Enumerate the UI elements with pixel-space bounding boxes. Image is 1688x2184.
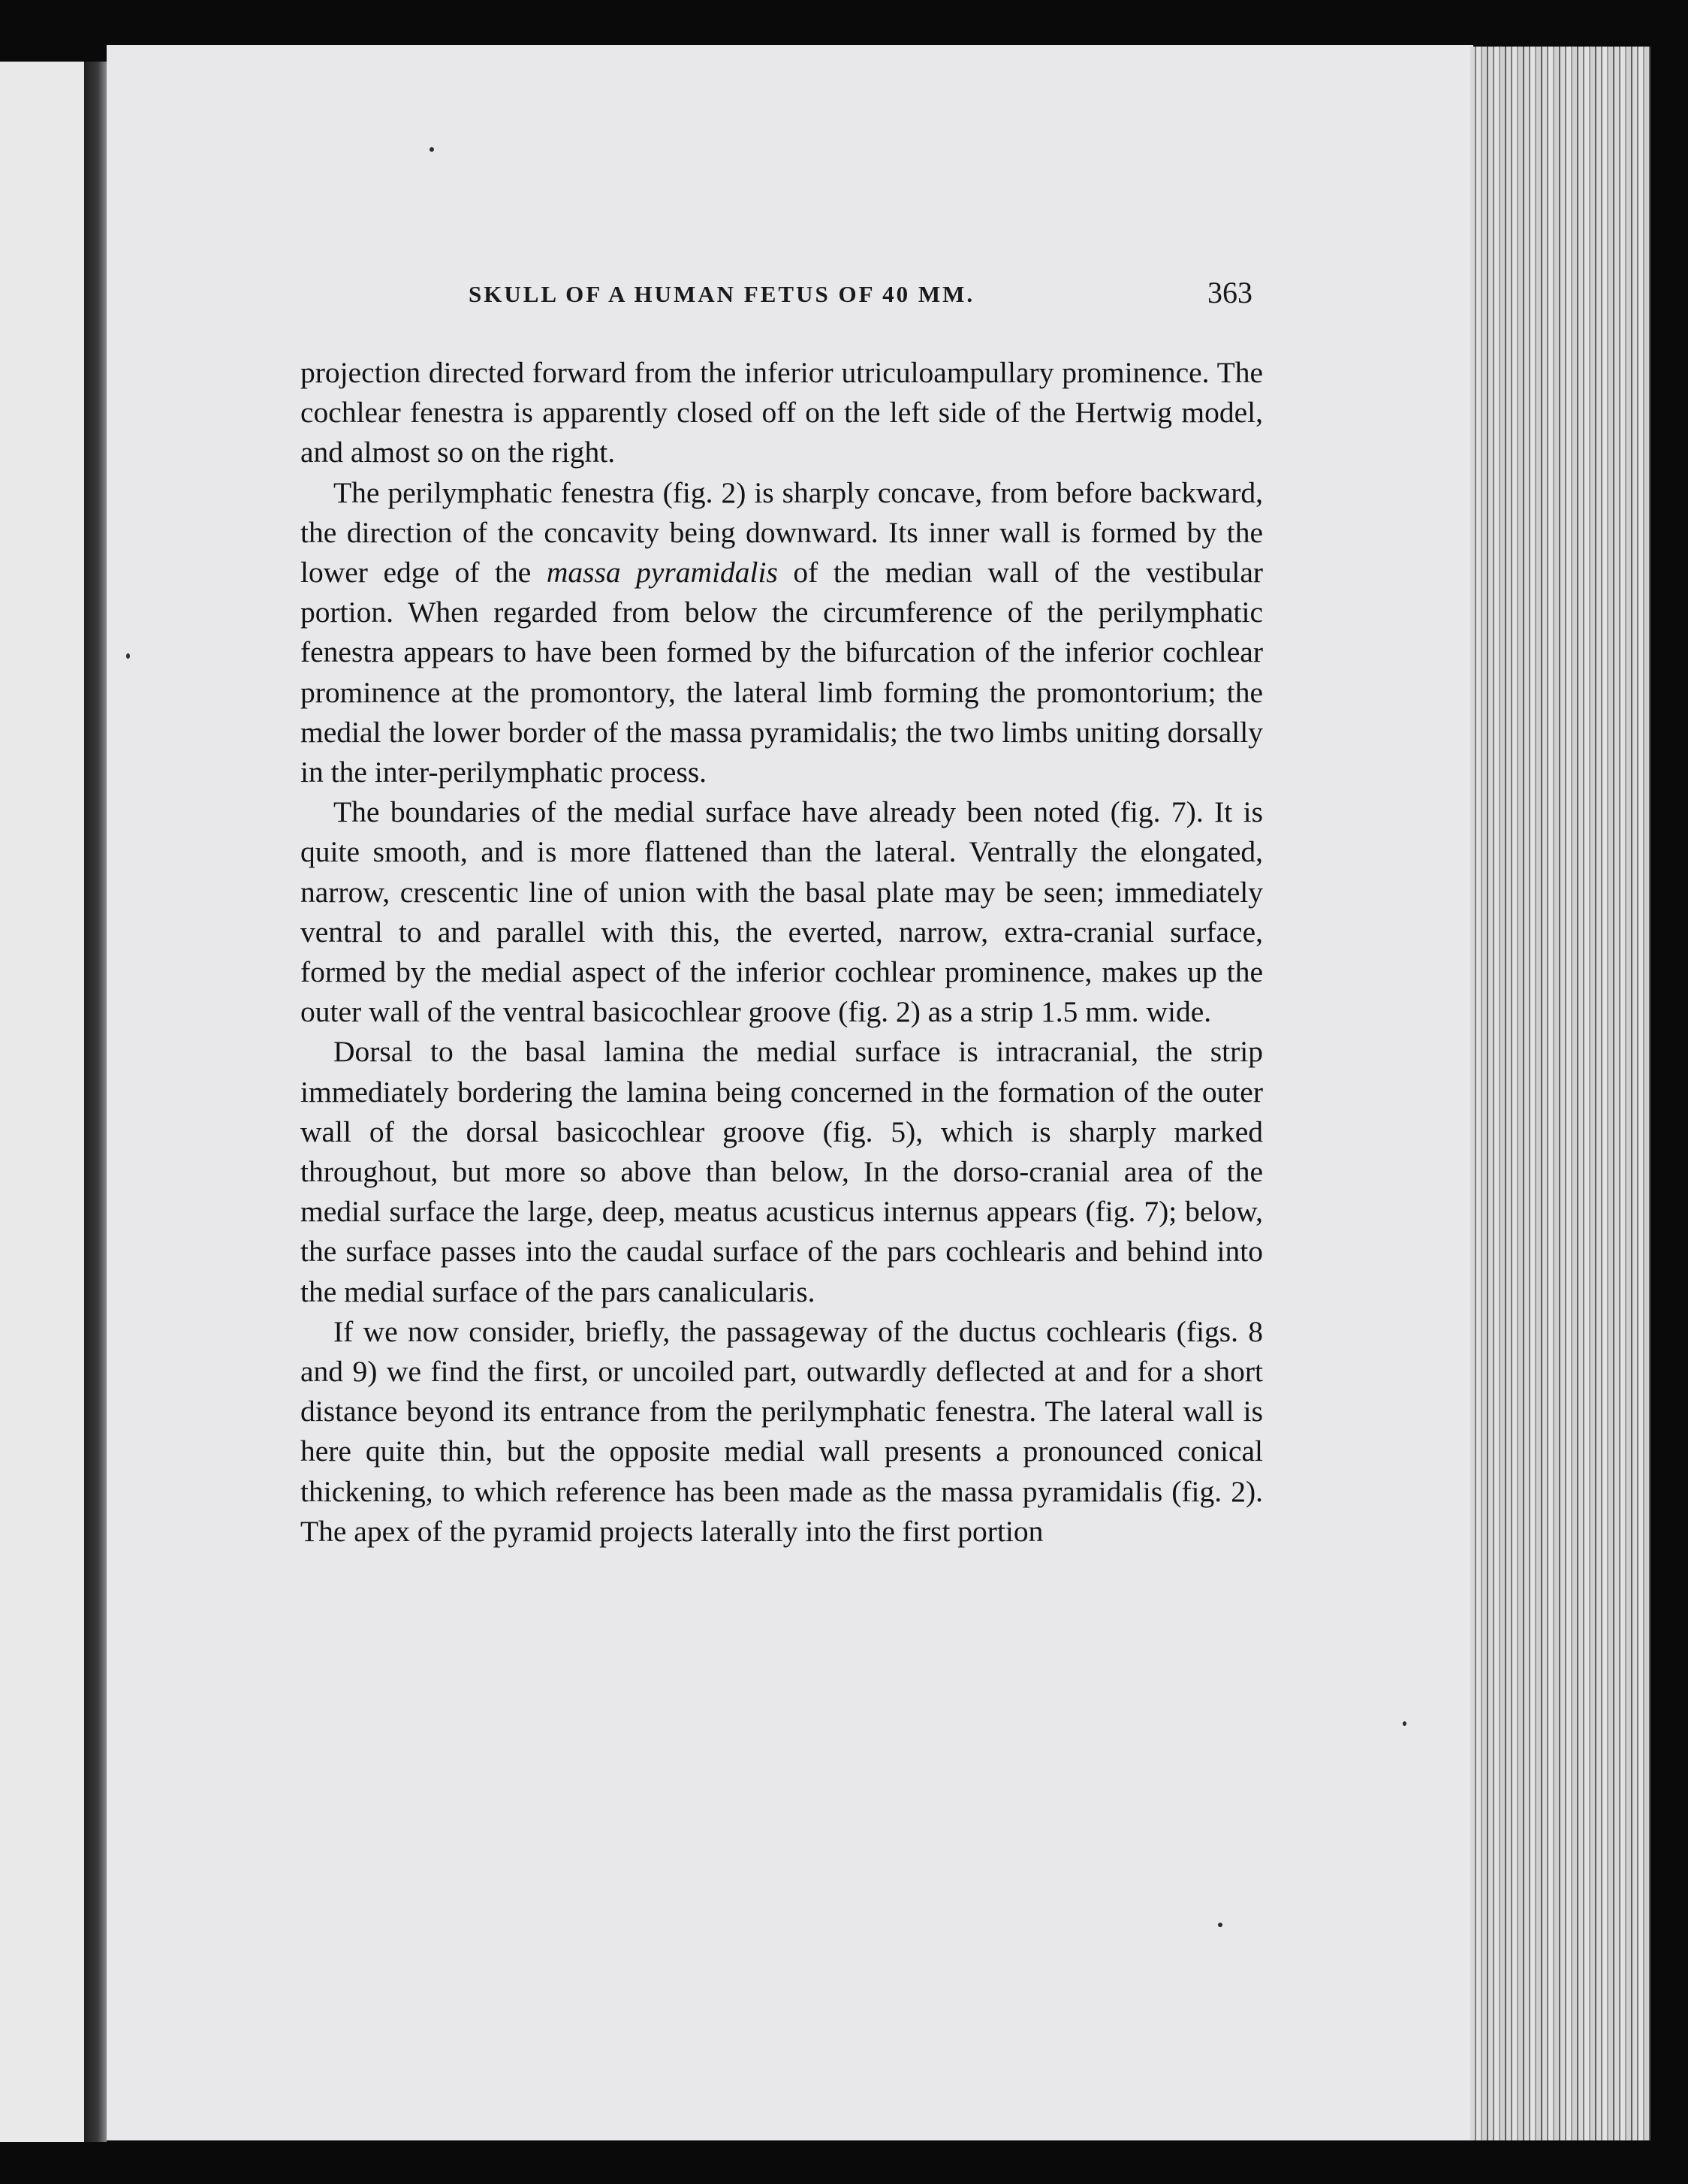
dust-speck [1218,1923,1222,1927]
previous-page-edge [0,62,84,2142]
right-shadow [1650,47,1688,2140]
page-stack-edges [1470,47,1650,2140]
paragraph-text: If we now consider, briefly, the passageway of the ductus cochlearis (figs. 8 and 9) we find the first, or uncoiled part, outwardly deflected at and for a short distance beyond its entrance from the perilymphatic fenestra. The lateral wall is here quite thin, but the opposite medial wall presents a pronounced conical thickening, to which reference has been made as the massa pyramidalis (fig. 2). The apex of the pyramid projects laterally into the first portion [300,1314,1263,1548]
paragraph-4 [300,1032,1263,1311]
book-gutter [84,62,107,2142]
body-text [300,353,1263,1552]
paragraph-1 [300,353,1263,473]
page-number: 363 [1207,276,1252,309]
paragraph-text: projection directed forward from the inferior utriculoampullary prominence. The cochlear fenestra is apparently closed off on the left side of the Hertwig model, and almost so on the right. [300,356,1263,469]
running-head: SKULL OF A HUMAN FETUS OF 40 MM. [469,281,975,307]
dust-speck [430,147,434,152]
paragraph-text: The perilymphatic fenestra (fig. 2) is sharply concave, from before backward, the direction of the concavity being downward. Its inner wall is formed by the lower edge of the [300,475,1263,590]
page-header [469,275,1252,320]
paragraph-2 [300,473,1263,793]
paragraph-text: Dorsal to the basal lamina the medial surface is intracranial, the strip immediately bordering the lamina being concerned in the formation of the outer wall of the dorsal basicochlear groove (fig. 5), which is sharply marked throughout, but more so above than below, In the dorso-cranial area of the medial surface the large, deep, meatus acusticus internus appears (fig. 7); below, the surface passes into the caudal surface of the pars cochlearis and behind into the medial surface of the pars canalicularis. [300,1035,1263,1308]
dust-speck [126,653,130,659]
paragraph-text: of the median wall of the vestibular portion. When regarded from below the circumference of the perilymphatic fenestra appears to have been formed by the bifurcation of the inferior cochlear prominence at the promontory, the lateral limb forming the promontorium; the medial the lower border of the massa pyramidalis; the two limbs uniting dorsally in the inter-perilymphatic process. [300,556,1264,789]
dust-speck [1403,1721,1406,1726]
italic-term: massa pyramidalis [546,556,778,590]
paragraph-3 [300,792,1263,1032]
paragraph-5 [300,1312,1263,1552]
paragraph-text: The boundaries of the medial surface have already been noted (fig. 7). It is quite smooth, and is more flattened than the lateral. Ventrally the elongated, narrow, crescentic line of union with the basal plate may be seen; immediately ventral to and parallel with this, the everted, narrow, extra-cranial surface, formed by the medial aspect of the inferior cochlear prominence, makes up the outer wall of the ventral basicochlear groove (fig. 2) as a strip 1.5 mm. wide. [300,795,1263,1029]
